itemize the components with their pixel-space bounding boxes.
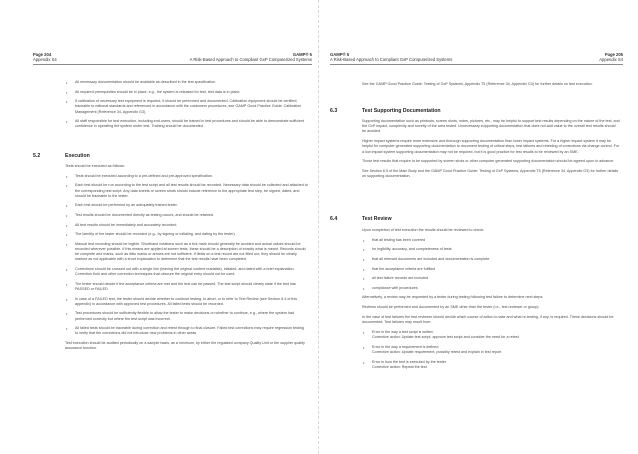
left-header-rule [33,64,312,65]
right-guide-subtitle: A Risk-Based Approach to Compliant GxP Computerized Systems [330,57,453,62]
list-item: • Error in the way a test script is written Corrective action: Update test script, approve test script and consider the need for a retest [363,329,519,340]
list-item: • all test failure records are included [363,276,429,282]
list-item: • Test results should be documented directly as testing occurs, and should be retained. [66,212,214,218]
right-appendix-label: Appendix S4 [599,57,623,62]
right-page [320,0,638,454]
section-number: 6.3 [330,108,338,114]
right-page-number: Page 205 [604,52,623,57]
list-item: • compliance with procedures [363,285,418,291]
list-item: • If calibration of necessary test equipment is required, it should be performed and documented. Calibration equipment should be certified, traceable to national standards and referenced in accordance with the customers procedures, see GAMP Good Practice Guide: Calibration Management (Reference 34, Appendix G3). [66,99,302,114]
list-item: • All failed tests should be traceable during correction and retest through to final closure. Failed test corrections may require regression testing to verify that the corrections did not introduce new problems in other areas. [66,326,304,336]
list-item: • All required prerequisites should be in place, e.g., the system is released for test, test data is in place. [66,89,241,95]
section-lead: Tests should be executed as follows: [65,164,125,168]
section-number: 5.2 [33,153,41,159]
paragraph: Reviews should be performed and documented by an SME other than the tester (i.e., test reviewer or group). [362,305,540,310]
left-page [0,0,318,454]
supporting-docs-body [362,119,620,184]
list-item: • Each test should be run according to the test script and all test results should be recorded. Necessary data should be collected and attached to the corresponding test script. Any data sheets or screen shots should include reference to the appropriate test step, be signed, dated, and should be traceable to the tester. [66,183,308,198]
right-header-rule [330,64,623,65]
section-title: Test Supporting Documentation [362,108,441,114]
paragraph: Higher impact systems require more extensive and thorough supporting documentation than lower impact systems. For a higher impact system it may be helpful for computer generated supporting documentation to document testing of critical steps, test failures and retesting of corrections via change control. For a low impact system supporting documentation may not be required, but it is good practice for test results to be reviewed by an SME. [362,139,620,154]
list-item: • that all relevant documents are included and documentation is complete [363,256,490,262]
test-review-body [362,228,620,374]
list-item: • All necessary documentation should be available as described in the test specification. [66,80,217,85]
list-item: • All test results should be immediately and accurately recorded. [66,222,178,228]
paragraph: See Section 6.5 of the Main Body and the GAMP Good Practice Guide: Testing of GxP Systems, Appendix T5 (Reference 34, Appendix G3) for further details on supporting documentation. [362,169,619,179]
left-header-title [132,52,312,62]
closing-paragraph: Test execution should be audited periodically on a sample basis, as a minimum, by either the regulated company Quality Unit or the supplier quality assurance function. [65,340,305,351]
paragraph: Those test results that require to be supported by screen shots or other computer generated supporting documentation should be agreed upon in advance. [362,159,615,164]
list-item: • that all testing has been covered [363,237,426,243]
list-item: • Error in the way a requirement is defined Corrective action: Update requirement, possibly retest and explain in test report [363,344,502,354]
list-item: • Each test should be performed by an adequately trained tester. [66,203,178,209]
section-lead: Upon completion of test execution the results should be reviewed to check: [362,228,485,232]
page-gutter [318,0,319,454]
list-item: • The tester should decide if the acceptance criteria are met and the test can be passed. The test script should clearly state if the test has PASSED or FAILED. [66,281,296,291]
left-page-number: Page 204 [33,52,52,57]
left-appendix-label: Appendix S4 [33,57,57,62]
section-title: Test Review [362,216,392,222]
section-title: Execution [65,153,90,159]
list-item: • Test procedures should be sufficiently flexible to allow the tester to make decisions on whether to continue, e.g., where the system had performed correctly but where the test script was incorrect. [66,311,295,321]
left-guide-title: GAMP® 5 [292,52,312,57]
list-item: • for legibility, accuracy, and completeness of tests [363,247,452,253]
list-item: • In case of a FAILED test, the tester should decide whether to continue testing, to abort, or to refer to Test Review (see Section 6.4 of this appendix) in accordance with approved test procedures. All failed tests should be recorded. [66,296,298,306]
right-header-title [330,52,452,62]
right-guide-title: GAMP® 5 [330,52,350,57]
failure-list [362,330,620,370]
list-item: • Manual test recording should be legible. Shorthand notations such as a tick mark should generally be avoided and actual values should be recorded wherever possible. If this means are applied at screen tests, these should be a description of exactly what is meant. Records should be complete and marks, such as ditto marks or arrows are not sufficient. If fields on a test record are not filled out, they should be clearly marked as not applicable with a short explanation to determine that the test results have been completed. [66,241,306,262]
top-paragraph: See the GAMP Good Practice Guide: Testing of GxP Systems, Appendix T5 (Reference 34, Appendix G3) for further details on test execution. [362,82,593,86]
right-header-pageinfo [520,52,623,62]
paragraph: Supporting documentation such as printouts, screen shots, notes, pictures, etc., may be helpful to support test results depending on the nature of the test, and the GxP impact, complexity and novelty of the area tested. Unnecessary supporting documentation that does not add value to the overall test results should be avoided. [362,119,620,134]
review-bullet-list [362,238,620,291]
list-item: • Error in how the test is executed by the tester Corrective action: Repeat the test [363,359,446,369]
intro-bullet-list [65,80,308,134]
execution-bullet-list [65,174,308,337]
list-item: • The identity of the tester should be recorded (e.g., by signing or initialing, and dating by the tester). [66,232,236,238]
paragraph: Alternatively, a review may be requested by a tester during testing following test failure to determine next steps. [362,295,544,300]
left-header-pageinfo [33,52,57,62]
list-item: • All staff responsible for test execution, including end-users, should be trained in test procedures and should be able to demonstrate sufficient confidence in operating the system under test. Training should be documented. [66,119,305,129]
list-item: • that the acceptance criteria are fulfilled [363,266,436,272]
section-number: 6.4 [330,216,338,222]
left-guide-subtitle: A Risk-Based Approach to Compliant GxP Computerized Systems [189,57,312,62]
execution-body [65,164,308,356]
paragraph: In the case of test failures the test reviewer should decide which course of action to take and what re-testing, if any, is required. These decisions should be documented. Test failures may result from: [362,314,614,325]
list-item: • Corrections should be crossed out with a single line (leaving the original content readable), initialed, and dated with a brief explanation. Correction fluid and other correction techniques that obscure the original entry should not be used. [66,266,295,277]
list-item: • Tests should be executed according to a pre-defined and pre-approved specification. [66,173,213,179]
